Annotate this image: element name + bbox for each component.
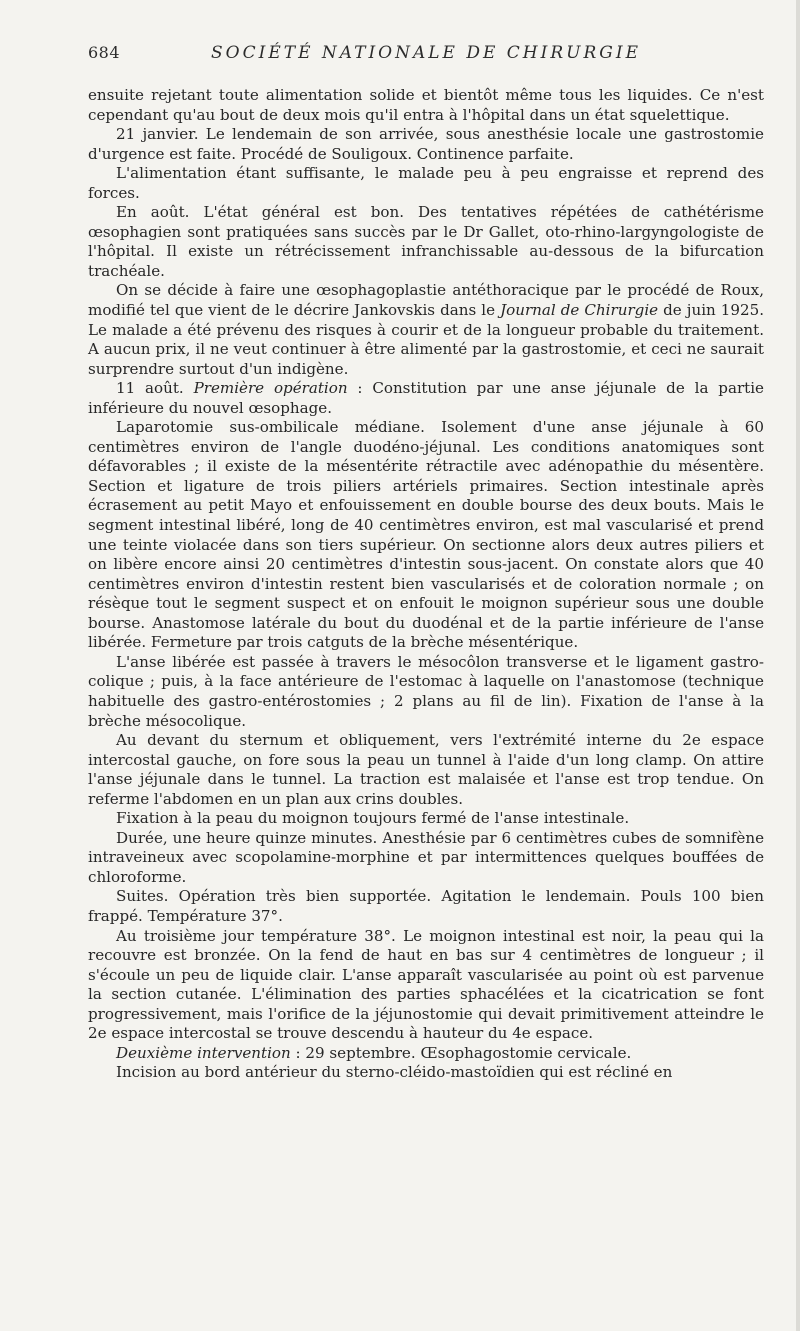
paragraph-text: 11 août. xyxy=(116,379,194,398)
paragraph xyxy=(88,1063,764,1083)
paragraph-text: Suites. Opération très bien supportée. Agitation le lendemain. Pouls 100 bien frappé. Température 37°. xyxy=(88,887,764,925)
paragraph xyxy=(88,887,764,926)
paragraph-text: En août. L'état général est bon. Des tentatives répétées de cathétérisme œsophagien sont pratiquées sans succès par le Dr Gallet, oto-rhino-largyngologiste de l'hôpital. Il existe un rétrécissement infranchissable au-dessous de la bifurcation trachéale. xyxy=(88,203,764,280)
paragraph xyxy=(88,731,764,809)
paragraph xyxy=(88,927,764,1044)
paragraph xyxy=(88,164,764,203)
paragraph-text: Fixation à la peau du moignon toujours fermé de l'anse intestinale. xyxy=(116,809,630,828)
paragraph xyxy=(88,203,764,281)
paragraph-text: ensuite rejetant toute alimentation solide et bientôt même tous les liquides. Ce n'est cependant qu'au bout de deux mois qu'il entra à l'hôpital dans un état squelettique. xyxy=(88,86,764,124)
paragraph-text: L'alimentation étant suffisante, le malade peu à peu engraisse et reprend des forces. xyxy=(88,164,764,202)
italic-text: Deuxième intervention xyxy=(116,1043,291,1062)
paragraph-text: On se décide à faire une œsophagoplastie antéthoracique par le procédé de Roux, modifié tel que vient de le décrire Jankovskis dans le xyxy=(88,281,764,320)
page-header xyxy=(88,43,764,69)
paragraph-text: Au troisième jour température 38°. Le moignon intestinal est noir, la peau qui la recouvre est bronzée. On la fend de haut en bas sur 4 centimètres de longueur ; il s'écoule un peu de liquide clair. L'anse apparaît vascularisée au point où est parvenue la section cutanée. L'élimination des parties sphacélées et la cicatrication se font progressivement, mais l'orifice de la jéjunostomie qui devait primitivement atteindre le 2e espace intercostal se trouve descendu à hauteur du 4e espace. xyxy=(88,926,764,1043)
paragraph xyxy=(88,86,764,125)
paragraph-text: Incision au bord antérieur du sterno-cléido-mastoïdien qui est récliné en xyxy=(116,1063,673,1082)
paragraph-text: Durée, une heure quinze minutes. Anesthésie par 6 centimètres cubes de somnifène intraveineux avec scopolamine-morphine et par intermittences quelques bouffées de chloroforme. xyxy=(88,828,764,886)
paragraph-text: : Constitution par une anse jéjunale de la partie inférieure du nouvel œsophage. xyxy=(88,379,764,417)
paragraph xyxy=(88,379,764,418)
paragraph xyxy=(88,281,764,379)
paragraph-text: 21 janvier. Le lendemain de son arrivée, sous anesthésie locale une gastrostomie d'urgence est faite. Procédé de Souligoux. Continence parfaite. xyxy=(88,125,764,163)
paragraph-text: : 29 septembre. Œsophagostomie cervicale. xyxy=(290,1043,632,1062)
paragraph xyxy=(88,418,764,653)
paragraph-text: Au devant du sternum et obliquement, vers l'extrémité interne du 2e espace intercostal gauche, on fore sous la peau un tunnel à l'aide d'un long clamp. On attire l'anse jéjunale dans le tunnel. La traction est malaisée et l'anse est trop tendue. On referme l'abdomen en un plan aux crins doubles. xyxy=(88,731,764,808)
paragraph-text: L'anse libérée est passée à travers le mésocôlon transverse et le ligament gastro-colique ; puis, à la face antérieure de l'estomac à laquelle on l'anastomose (technique habituelle des gastro-entérostomies ; 2 plans au fil de lin). Fixation de l'anse à la brèche mésocolique. xyxy=(88,652,764,730)
paragraph xyxy=(88,829,764,888)
running-title: SOCIÉTÉ NATIONALE DE CHIRURGIE xyxy=(211,43,641,63)
paragraph xyxy=(88,653,764,731)
paragraph-text: Laparotomie sus-ombilicale médiane. Isolement d'une anse jéjunale à 60 centimètres environ de l'angle duodéno-jéjunal. Les conditions anatomiques sont défavorables ; il existe de la mésentérite rétractile avec adénopathie du mésentère. Section et ligature de trois piliers artériels primaires. Section intestinale après écrasement au petit Mayo et enfouissement en double bourse des deux bouts. Mais le segment intestinal libéré, long de 40 centimètres environ, est mal vascularisé et prend une teinte violacée dans son tiers supérieur. On sectionne alors deux autres piliers et on libère encore ainsi 20 centimètres d'intestin sous-jacent. On constate alors que 40 centimètres environ d'intestin restent bien vascularisés et de coloration normale ; on résèque tout le segment suspect et on enfouit le moignon supérieur sous une double bourse. Anastomose latérale du bout du duodénal et de la partie inférieure de l'anse libérée. Fermeture par trois catguts de la brèche mésentérique. xyxy=(88,418,764,652)
paragraph-text: de juin 1925. Le malade a été prévenu des risques à courir et de la longueur probable du traitement. A aucun prix, il ne veut continuer à être alimenté par la gastrostomie, et ceci ne saurait surprendre surtout d'un indigène. xyxy=(88,301,765,378)
italic-text: Première opération xyxy=(193,379,348,398)
italic-text: Journal de Chirurgie xyxy=(500,301,659,320)
paragraph xyxy=(88,1044,764,1064)
paragraph xyxy=(88,809,764,829)
paragraph xyxy=(88,125,764,164)
page-number: 684 xyxy=(88,43,121,62)
page-edge xyxy=(796,0,800,1331)
body-text xyxy=(88,86,764,1083)
